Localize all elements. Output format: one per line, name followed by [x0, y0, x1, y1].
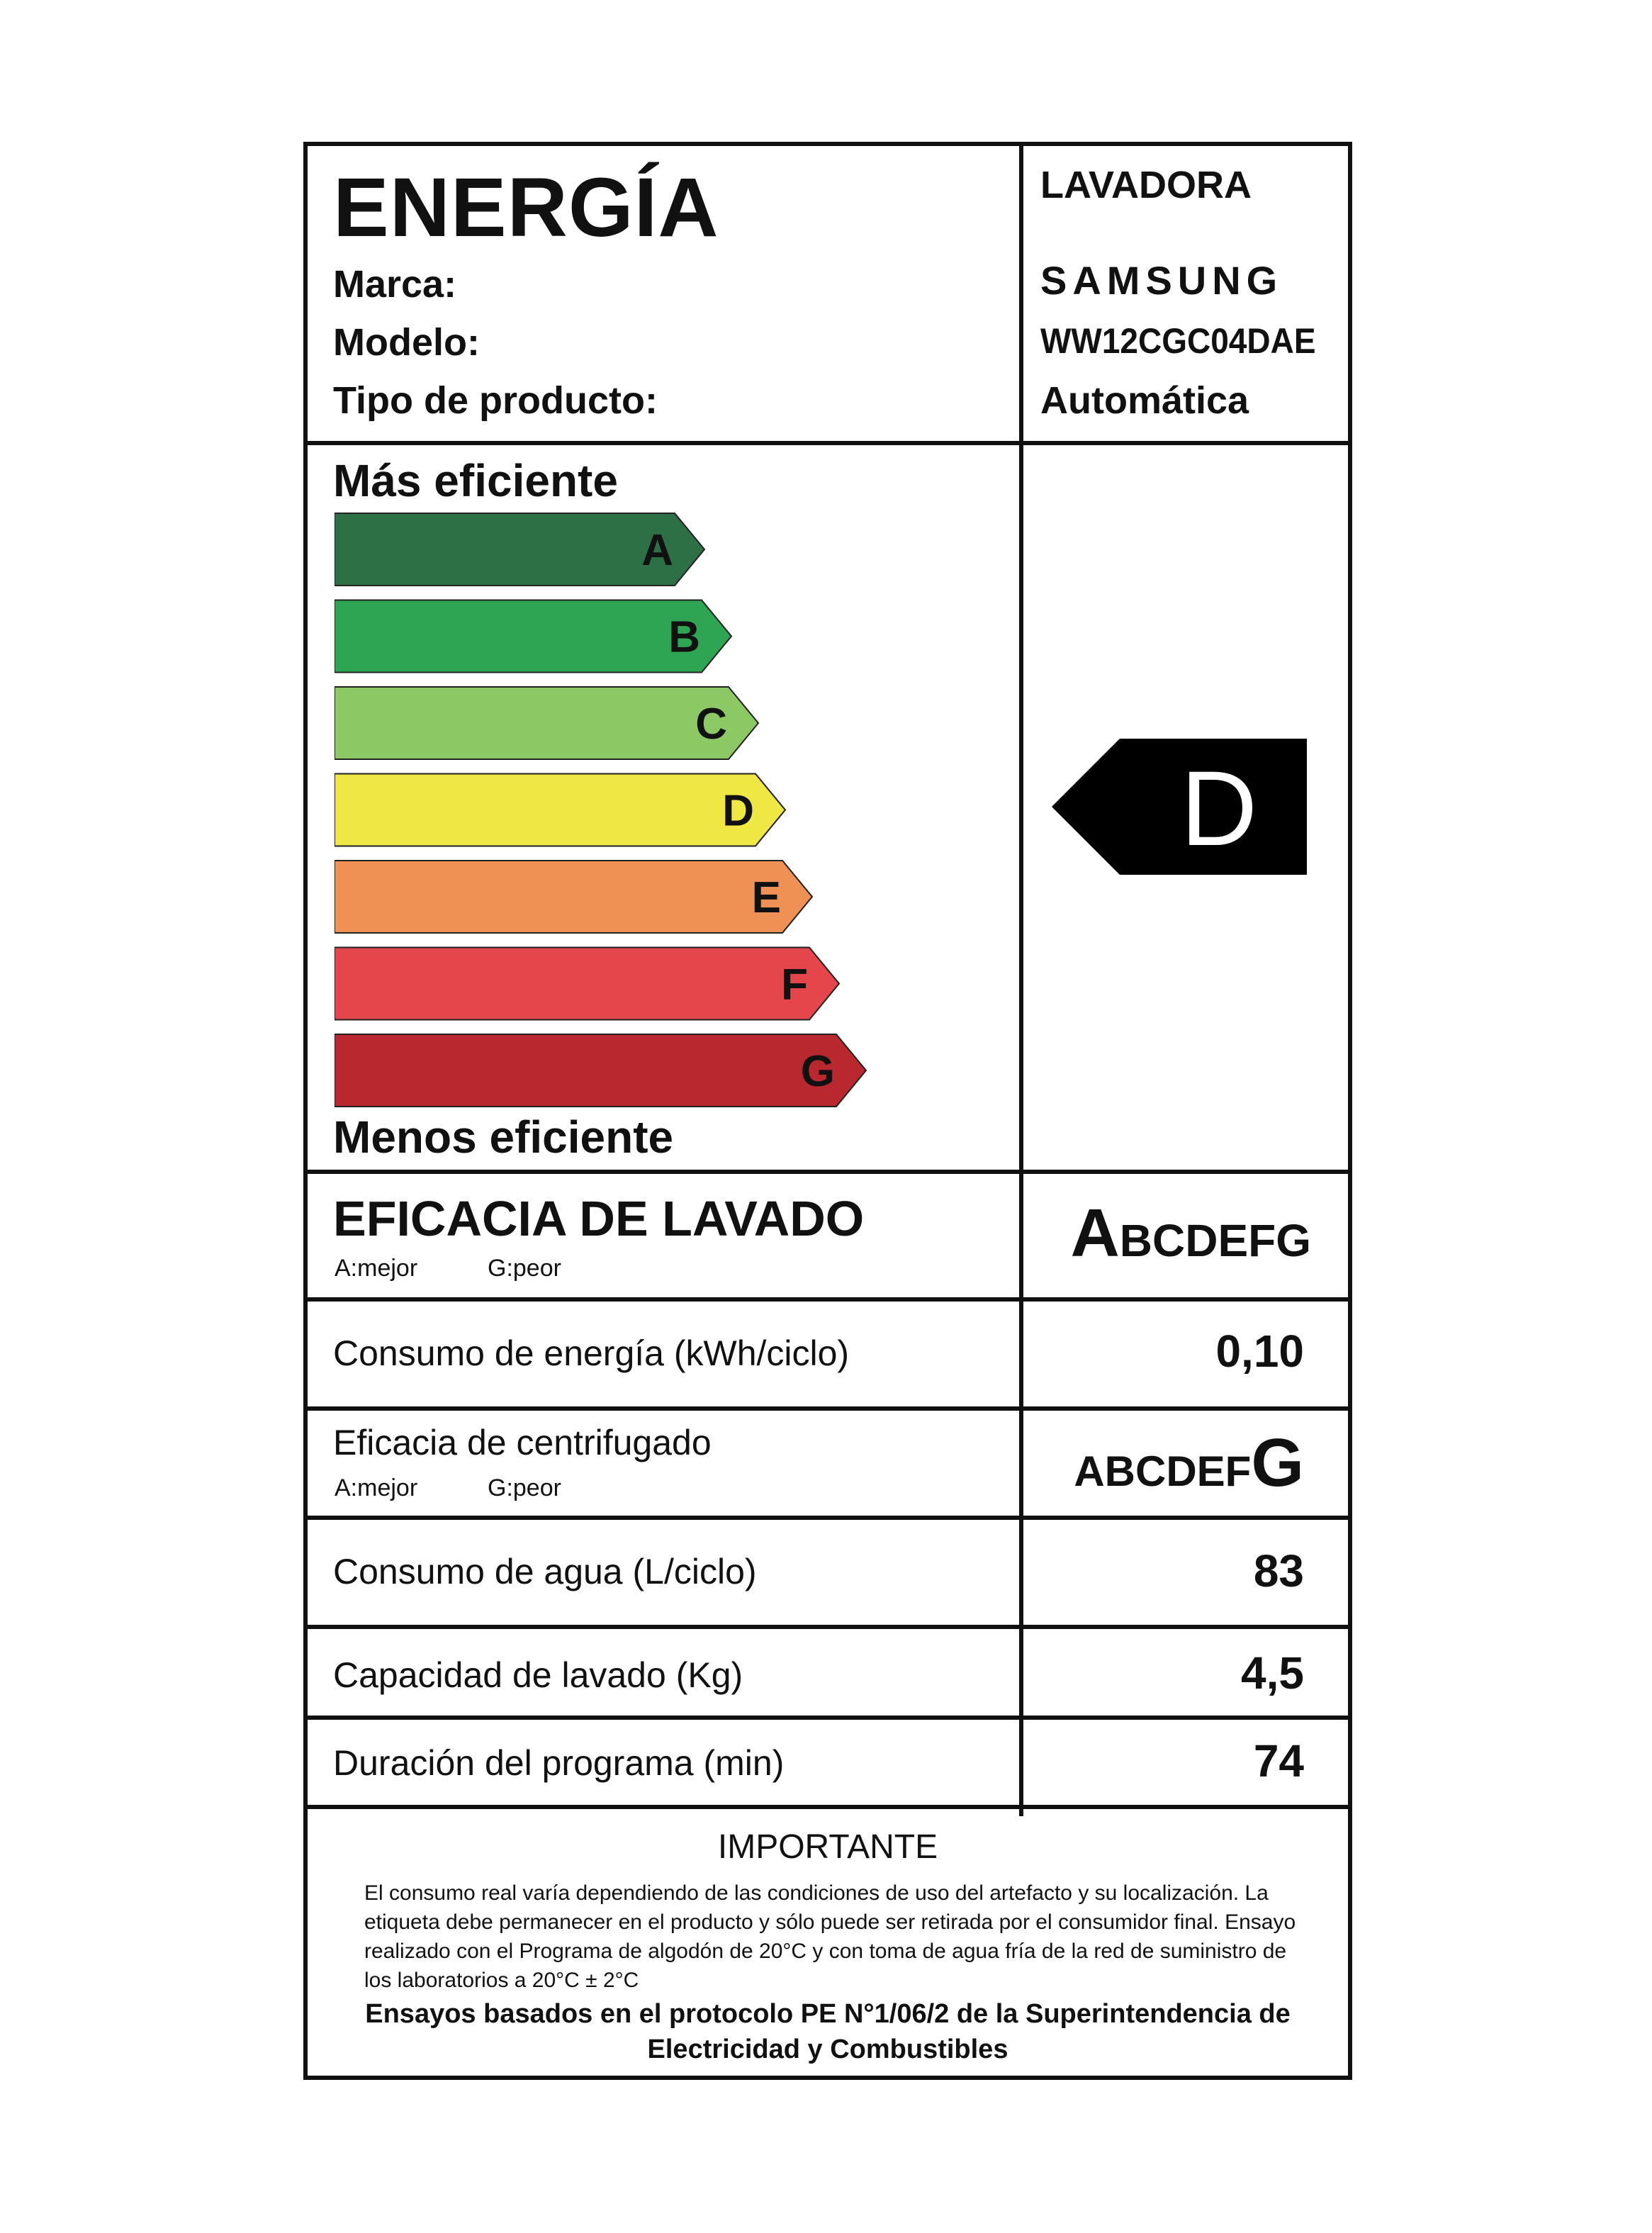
energy-class-bar-f: [335, 948, 839, 1020]
product-category: LAVADORA: [1040, 164, 1252, 206]
energy-consumption-label: Consumo de energía (kWh/ciclo): [333, 1333, 850, 1373]
washing-scale-rest: BCDEFG: [1119, 1215, 1311, 1266]
important-text: El consumo real varía dependiendo de las condiciones de uso del artefacto y su localización. La etiqueta debe permanecer en el producto y sólo puede ser retirada por el consumidor final. Ensayo realizado con el Programa de algodón de 20°C y con toma de agua fría de la red de suministro de los laboratorios a 20°C ± 2°C: [364, 1881, 1296, 1992]
divider-capacity: [308, 1716, 1348, 1720]
washing-worst-note: G:peor: [488, 1255, 561, 1282]
capacity-value: 4,5: [1241, 1647, 1304, 1698]
type-label: Tipo de producto:: [333, 379, 658, 422]
energy-class-bar-e: [335, 861, 812, 933]
energy-class-bar-d: [335, 774, 785, 846]
more-efficient-label: Más eficiente: [333, 455, 618, 506]
model-value: WW12CGC04DAE: [1040, 321, 1316, 361]
duration-label: Duración del programa (min): [333, 1743, 785, 1783]
washing-scale-highlight: A: [1070, 1195, 1120, 1271]
spin-efficiency-scale: [1074, 1425, 1304, 1501]
divider-header: [308, 441, 1348, 445]
spin-worst-note: G:peor: [488, 1474, 561, 1501]
divider-spin: [308, 1516, 1348, 1520]
model-label: Modelo:: [333, 321, 480, 364]
spin-best-note: A:mejor: [335, 1474, 418, 1501]
less-efficient-label: Menos eficiente: [333, 1112, 674, 1163]
energy-class-letter-c: C: [695, 700, 727, 749]
divider-energy: [308, 1406, 1348, 1411]
energy-class-bar-g: [335, 1034, 866, 1107]
water-consumption-label: Consumo de agua (L/ciclo): [333, 1552, 757, 1591]
washing-efficiency-title: EFICACIA DE LAVADO: [333, 1191, 865, 1246]
type-value: Automática: [1040, 379, 1249, 422]
spin-scale-rest: ABCDEF: [1074, 1448, 1252, 1495]
divider-washing: [308, 1297, 1348, 1302]
label-title: ENERGÍA: [333, 161, 719, 254]
protocol-note: Ensayos basados en el protocolo PE N°1/06/2 de la Superintendencia de Electricidad y Combustibles: [365, 1999, 1291, 2064]
spin-efficiency-label: Eficacia de centrifugado: [333, 1423, 712, 1462]
brand-label: Marca:: [333, 263, 457, 306]
energy-class-letter-a: A: [641, 526, 673, 575]
energy-class-letter-f: F: [781, 960, 808, 1009]
divider-water: [308, 1625, 1348, 1629]
energy-label: [303, 142, 1352, 2080]
energy-class-letter-d: D: [722, 786, 754, 836]
divider-duration: [308, 1805, 1348, 1809]
brand-value: SAMSUNG: [1040, 258, 1283, 303]
washing-best-note: A:mejor: [335, 1255, 418, 1282]
column-divider: [1019, 146, 1023, 1816]
washing-efficiency-scale: [1070, 1195, 1311, 1271]
water-consumption-value: 83: [1253, 1545, 1304, 1596]
energy-consumption-value: 0,10: [1215, 1326, 1304, 1377]
spin-scale-highlight: G: [1251, 1425, 1304, 1501]
capacity-label: Capacidad de lavado (Kg): [333, 1655, 743, 1695]
duration-value: 74: [1253, 1735, 1304, 1786]
rating-arrow-shape: [1052, 739, 1307, 875]
rating-letter: D: [1180, 749, 1258, 868]
energy-class-letter-e: E: [751, 873, 781, 922]
energy-class-letter-b: B: [668, 612, 700, 662]
energy-rating-pointer: [1052, 739, 1307, 875]
energy-class-letter-g: G: [800, 1047, 835, 1096]
important-title: IMPORTANTE: [717, 1828, 938, 1866]
